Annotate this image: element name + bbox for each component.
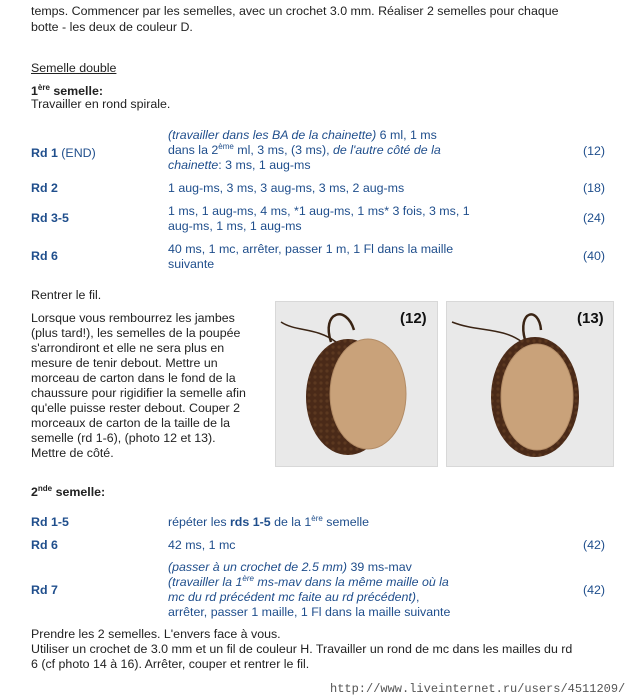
row-count-rd1: (12) xyxy=(582,144,605,158)
photo-label-13: (13) xyxy=(577,310,604,327)
row-label-rd1-5: Rd 1-5 xyxy=(31,515,69,529)
row-text-rd3-5-line2: aug-ms, 1 ms, 1 aug-ms xyxy=(168,219,302,233)
intro-line-2: botte - les deux de couleur D. xyxy=(31,20,193,34)
section-title: Semelle double xyxy=(31,61,117,75)
row-label-rd3-5: Rd 3-5 xyxy=(31,211,69,225)
row-label-rd6-second: Rd 6 xyxy=(31,538,58,552)
row-count-rd7: (42) xyxy=(582,583,605,597)
first-sole-instruction: Travailler en rond spirale. xyxy=(31,97,171,111)
row-text-rd3-5-line1: 1 ms, 1 aug-ms, 4 ms, *1 aug-ms, 1 ms* 3 fois, 3 ms, 1 xyxy=(168,204,470,218)
row-count-rd3-5: (24) xyxy=(582,211,605,225)
photo-12 xyxy=(275,301,438,467)
row-label-rd1: Rd 1 (END) xyxy=(31,146,96,160)
first-sole-heading: 1ère semelle: xyxy=(31,82,103,98)
row-count-rd6-second: (42) xyxy=(582,538,605,552)
row-text-rd6-line2: suivante xyxy=(168,257,215,271)
photo-label-12: (12) xyxy=(400,310,427,327)
watermark-url: http://www.liveinternet.ru/users/4511209/ xyxy=(330,682,626,696)
row-text-rd1-5: répéter les rds 1-5 de la 1ère semelle xyxy=(168,513,369,529)
row-text-rd7: (passer à un crochet de 2.5 mm) 39 ms-mav (travailler la 1ère ms-mav dans la même maille où la mc du rd précédent mc faite au rd précédent), arrêter, passer 1 maille, 1 Fl dans la maille suivante xyxy=(168,560,451,619)
rentrer-text: Rentrer le fil. xyxy=(31,288,102,302)
second-sole-heading: 2nde semelle: xyxy=(31,483,106,499)
row-text-rd1: (travailler dans les BA de la chainette) 6 ml, 1 ms dans la 2ème ml, 3 ms, (3 ms), de l'autre côté de la chainette: 3 ms, 1 aug-ms xyxy=(168,128,441,172)
closing-line-3: 6 (cf photo 14 à 16). Arrêter, couper et rentrer le fil. xyxy=(31,657,310,671)
photo-13 xyxy=(446,301,614,467)
row-label-rd7: Rd 7 xyxy=(31,583,58,597)
intro-line-1: temps. Commencer par les semelles, avec un crochet 3.0 mm. Réaliser 2 semelles pour chaque xyxy=(31,4,559,18)
row-text-rd6-second: 42 ms, 1 mc xyxy=(168,538,236,552)
row-count-rd6: (40) xyxy=(582,249,605,263)
closing-line-2: Utiliser un crochet de 3.0 mm et un fil de couleur H. Travailler un rond de mc dans les mailles du rd xyxy=(31,642,573,656)
closing-line-1: Prendre les 2 semelles. L'envers face à vous. xyxy=(31,627,281,641)
row-text-rd2: 1 aug-ms, 3 ms, 3 aug-ms, 3 ms, 2 aug-ms xyxy=(168,181,405,195)
instruction-paragraph: Lorsque vous rembourrez les jambes (plus tard!), les semelles de la poupée s'arrondiront et elle ne sera plus en mesure de tenir debout. Mettre un morceau de carton dans le fond de la chaussure pour rigidifier la semelle afin qu'elle puisse rester debout. Couper 2 morceaux de carton de la taille de la semelle (rd 1-6), (photo 12 et 13). Mettre de côté. xyxy=(31,311,246,460)
row-label-rd6: Rd 6 xyxy=(31,249,58,263)
row-text-rd6-line1: 40 ms, 1 mc, arrêter, passer 1 m, 1 Fl dans la maille xyxy=(168,242,454,256)
row-count-rd2: (18) xyxy=(582,181,605,195)
row-label-rd2: Rd 2 xyxy=(31,181,58,195)
